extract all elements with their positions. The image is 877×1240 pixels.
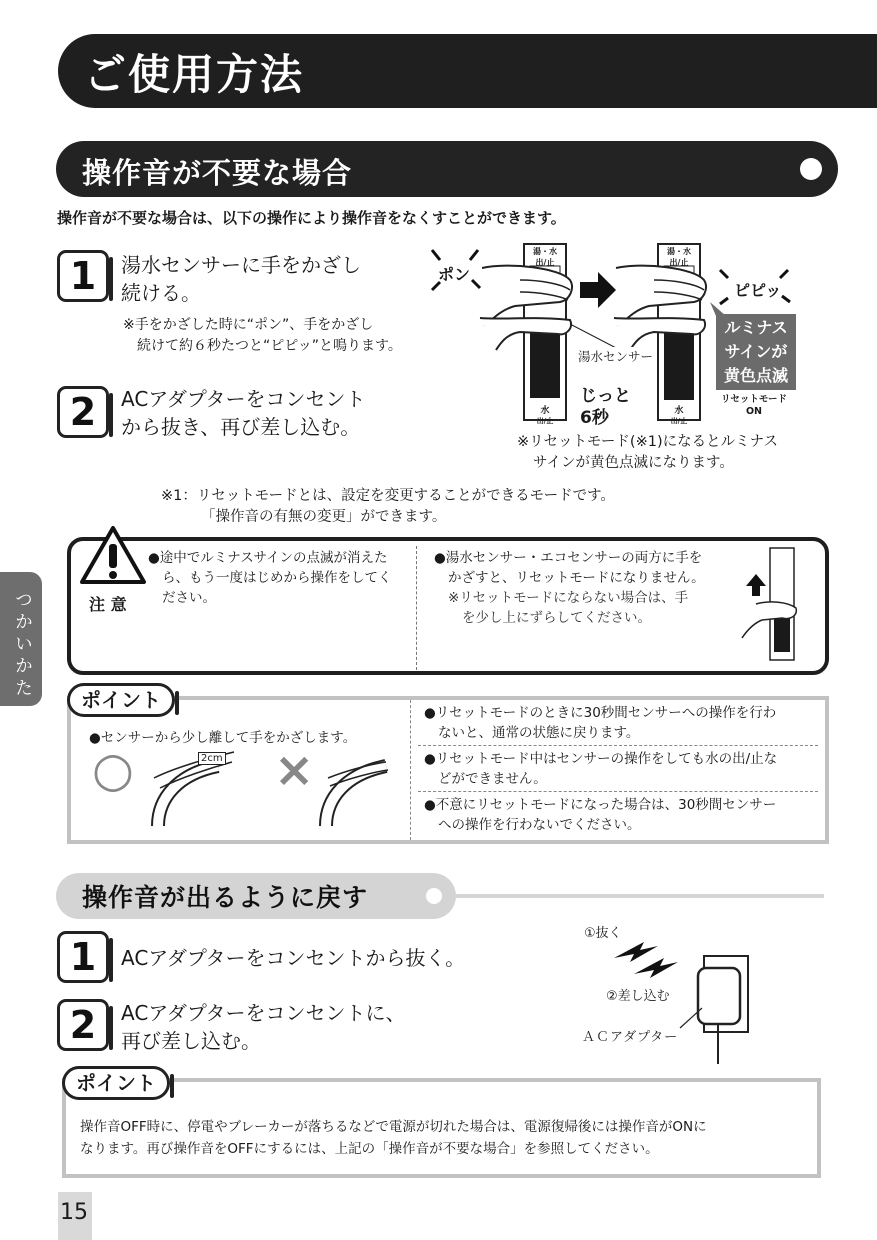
point-left-text: ●センサーから少し離して手をかざします。 — [89, 730, 357, 746]
hold-line: 6秒 — [580, 408, 609, 428]
point-line: ●不意にリセットモードになった場合は、30秒間センサー — [424, 797, 777, 813]
sound-pon-label: ポン — [438, 265, 471, 284]
point-line: ないと、通常の状態に戻ります。 — [438, 725, 640, 741]
figure-caption — [517, 432, 778, 474]
note-line: ※手をかざした時に“ポン”、手をかざし — [123, 317, 374, 333]
reset-mode-line: リセットモード — [720, 394, 788, 405]
step-note — [123, 315, 402, 357]
caution-line: ●途中でルミナスサインの点滅が消えた — [148, 550, 388, 566]
step-text — [121, 251, 361, 307]
adapter-label: ＡＣアダプター — [582, 1030, 679, 1045]
panel-label-sub: 出/止 — [535, 258, 555, 267]
sensor-label: 湯水センサー — [578, 349, 654, 364]
step-number: 2 — [57, 999, 109, 1051]
point-line: への操作を行わないでください。 — [438, 817, 641, 833]
caption-line: サインが黄色点滅になります。 — [533, 455, 734, 471]
step-text — [121, 385, 366, 441]
luminous-sign-callout — [716, 316, 796, 388]
hand-sensor-icon — [738, 546, 802, 662]
page-number-text: 15 — [60, 1200, 88, 1225]
point-label: ポイント — [67, 683, 175, 717]
point-label: ポイント — [62, 1066, 170, 1100]
step-line: から抜き、再び差し込む。 — [121, 415, 361, 439]
step-line: ACアダプターをコンセントに、 — [121, 1001, 406, 1025]
point-item — [424, 795, 776, 835]
section-title: 操作音が不要な場合 — [82, 156, 353, 190]
point-divider — [410, 700, 411, 840]
point-line: ●リセットモードのときに30秒間センサーへの操作を行わ — [424, 705, 777, 721]
panel-label-text: 湯・水 — [533, 247, 557, 256]
point-text — [80, 1116, 707, 1160]
caution-line: ら、もう一度はじめから操作をしてく — [162, 570, 392, 586]
panel-label — [663, 246, 695, 268]
panel-label — [529, 403, 561, 426]
side-tab[interactable] — [0, 572, 42, 706]
point-item-divider — [418, 745, 818, 746]
distance-label: 2cm — [198, 752, 226, 765]
reset-mode-label — [710, 394, 798, 418]
step-number: 1 — [57, 931, 109, 983]
caption-line: ※リセットモード(※1)になるとルミナス — [517, 434, 779, 450]
hold-label — [580, 385, 631, 429]
callout-line: ルミナス — [724, 318, 788, 337]
section-title-bar — [56, 141, 838, 197]
step-text: ACアダプターをコンセントから抜く。 — [121, 946, 466, 970]
plug-label: ②差し込む — [606, 989, 670, 1004]
point-item — [424, 703, 776, 743]
hand-distance-illustration — [148, 748, 398, 832]
step-line: 湯水センサーに手をかざし — [121, 253, 361, 277]
step-number: 2 — [57, 386, 109, 438]
panel-label-sub: 出/止 — [670, 417, 688, 425]
point-line: ●リセットモード中はセンサーの操作をしても水の出/止な — [424, 751, 778, 767]
panel-label-sub: 出/止 — [669, 258, 689, 267]
caution-right-text — [434, 548, 705, 628]
hold-line: じっと — [580, 386, 631, 406]
warning-icon — [78, 524, 148, 586]
reset-mode-line: ON — [745, 406, 763, 417]
point-line: どができません。 — [438, 771, 547, 787]
unplug-label: ①抜く — [584, 926, 622, 941]
side-tab-label: つかいかた — [12, 590, 33, 700]
page-number — [58, 1192, 92, 1240]
caution-divider — [416, 546, 417, 670]
point-line: なります。再び操作音をOFFにするには、上記の「操作音が不要な場合」を参照してください。 — [80, 1141, 659, 1157]
page-title: ご使用方法 — [84, 50, 305, 99]
caution-note-line: ※リセットモードにならない場合は、手 — [448, 590, 689, 606]
callout-line: 黄色点滅 — [723, 366, 788, 385]
sound-pipi-label: ピピッ — [734, 281, 782, 300]
callout-line: サインが — [724, 342, 788, 361]
caution-left-text — [148, 548, 392, 608]
footnote — [161, 486, 615, 528]
ng-mark: × — [274, 742, 315, 798]
page-title-bar — [58, 34, 877, 108]
point-item — [424, 749, 777, 789]
section-title-bar — [56, 873, 456, 919]
caution-label: 注 意 — [89, 595, 127, 614]
panel-label-text: 水 — [674, 406, 684, 416]
dot-icon — [800, 158, 822, 180]
panel-label-sub: 出/止 — [536, 417, 554, 425]
ok-mark: ○ — [92, 742, 134, 798]
footnote-line: 「操作音の有無の変更」ができます。 — [201, 509, 447, 525]
step-line: 再び差し込む。 — [121, 1029, 261, 1053]
note-line: 続けて約６秒たつと“ピピッ”と鳴ります。 — [137, 338, 402, 354]
point-line: 操作音OFF時に、停電やブレーカーが落ちるなどで電源が切れた場合は、電源復帰後には操作音がONに — [80, 1119, 707, 1135]
panel-label — [529, 246, 561, 268]
caution-line: ださい。 — [162, 590, 216, 606]
dot-icon — [426, 888, 442, 904]
step-number: 1 — [57, 250, 109, 302]
caution-line: ●湯水センサー・エコセンサーの両方に手を — [434, 550, 703, 566]
lead-text: 操作音が不要な場合は、以下の操作により操作音をなくすことができます。 — [57, 209, 566, 227]
step-text — [121, 999, 406, 1055]
panel-label-text: 水 — [540, 406, 550, 416]
step-line: 続ける。 — [121, 281, 201, 305]
point-item-divider — [418, 791, 818, 792]
caution-note-line: を少し上にずらしてください。 — [462, 610, 651, 626]
section-title: 操作音が出るように戻す — [82, 883, 369, 912]
caution-line: かざすと、リセットモードになりません。 — [448, 570, 705, 586]
step-line: ACアダプターをコンセント — [121, 387, 366, 411]
footnote-line: ※1：リセットモードとは、設定を変更することができるモードです。 — [161, 488, 615, 504]
panel-label-text: 湯・水 — [667, 247, 691, 256]
section-rule — [456, 894, 824, 898]
panel-label — [663, 403, 695, 426]
